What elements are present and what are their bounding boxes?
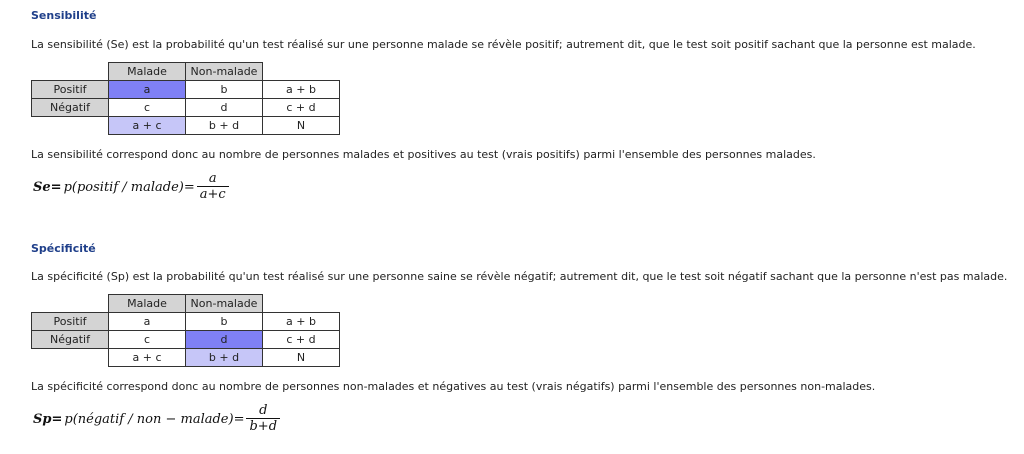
fraction-denominator: b+d <box>246 418 280 434</box>
table-row <box>32 331 340 349</box>
cell-b: b <box>186 313 263 331</box>
formula-fraction <box>197 172 229 202</box>
row-header-blank <box>32 349 109 367</box>
formula-equals: = <box>51 411 63 427</box>
sensitivity-title: Sensibilité <box>31 9 97 22</box>
row-header-positif: Positif <box>32 313 109 331</box>
table-corner <box>32 295 109 313</box>
cell-c: c <box>109 331 186 349</box>
cell-a-plus-c: a + c <box>109 117 186 135</box>
cell-a: a <box>109 81 186 99</box>
formula-p: p <box>63 179 72 195</box>
col-header-non-malade: Non-malade <box>186 295 263 313</box>
specificity-formula <box>33 404 280 434</box>
cell-c: c <box>109 99 186 117</box>
cell-b-plus-d: b + d <box>186 349 263 367</box>
table-header-row <box>32 63 340 81</box>
formula-p: p <box>64 411 73 427</box>
sensitivity-contingency-table <box>31 62 340 135</box>
formula-fraction <box>246 404 280 434</box>
sensitivity-formula <box>33 172 229 202</box>
table-header-blank <box>263 63 340 81</box>
row-header-negatif: Négatif <box>32 99 109 117</box>
specificity-contingency-table <box>31 294 340 367</box>
cell-a-plus-c: a + c <box>109 349 186 367</box>
cell-a-plus-b: a + b <box>263 313 340 331</box>
formula-argument: (négatif / non − malade) <box>72 411 234 427</box>
fraction-numerator: d <box>259 403 268 418</box>
formula-lhs: Se <box>33 179 51 195</box>
formula-equals-2: = <box>233 411 245 427</box>
specificity-title: Spécificité <box>31 242 96 255</box>
table-row <box>32 99 340 117</box>
formula-equals: = <box>50 179 62 195</box>
fraction-numerator: a <box>208 171 217 186</box>
table-row <box>32 117 340 135</box>
cell-c-plus-d: c + d <box>263 99 340 117</box>
col-header-malade: Malade <box>109 63 186 81</box>
cell-a-plus-b: a + b <box>263 81 340 99</box>
formula-equals-2: = <box>183 179 195 195</box>
cell-d: d <box>186 99 263 117</box>
specificity-intro: La spécificité (Sp) est la probabilité qu'un test réalisé sur une personne saine se révèle négatif; autrement dit, que le test soit négatif sachant que la personne n'est pas malade. <box>31 270 1008 283</box>
formula-argument: (positif / malade) <box>71 179 184 195</box>
table-header-blank <box>263 295 340 313</box>
sensitivity-intro: La sensibilité (Se) est la probabilité qu'un test réalisé sur une personne malade se révèle positif; autrement dit, que le test soit positif sachant que la personne est malade. <box>31 38 976 51</box>
col-header-malade: Malade <box>109 295 186 313</box>
specificity-conclusion: La spécificité correspond donc au nombre de personnes non-malades et négatives au test (vrais négatifs) parmi l'ensemble des personnes non-malades. <box>31 380 876 393</box>
cell-n: N <box>263 117 340 135</box>
cell-a: a <box>109 313 186 331</box>
cell-d: d <box>186 331 263 349</box>
table-row <box>32 313 340 331</box>
table-row <box>32 81 340 99</box>
sensitivity-conclusion: La sensibilité correspond donc au nombre de personnes malades et positives au test (vrais positifs) parmi l'ensemble des personnes malades. <box>31 148 816 161</box>
table-corner <box>32 63 109 81</box>
cell-n: N <box>263 349 340 367</box>
table-row <box>32 349 340 367</box>
row-header-positif: Positif <box>32 81 109 99</box>
row-header-negatif: Négatif <box>32 331 109 349</box>
cell-c-plus-d: c + d <box>263 331 340 349</box>
table-header-row <box>32 295 340 313</box>
row-header-blank <box>32 117 109 135</box>
col-header-non-malade: Non-malade <box>186 63 263 81</box>
cell-b-plus-d: b + d <box>186 117 263 135</box>
formula-lhs: Sp <box>33 411 52 427</box>
fraction-denominator: a+c <box>197 186 229 202</box>
cell-b: b <box>186 81 263 99</box>
